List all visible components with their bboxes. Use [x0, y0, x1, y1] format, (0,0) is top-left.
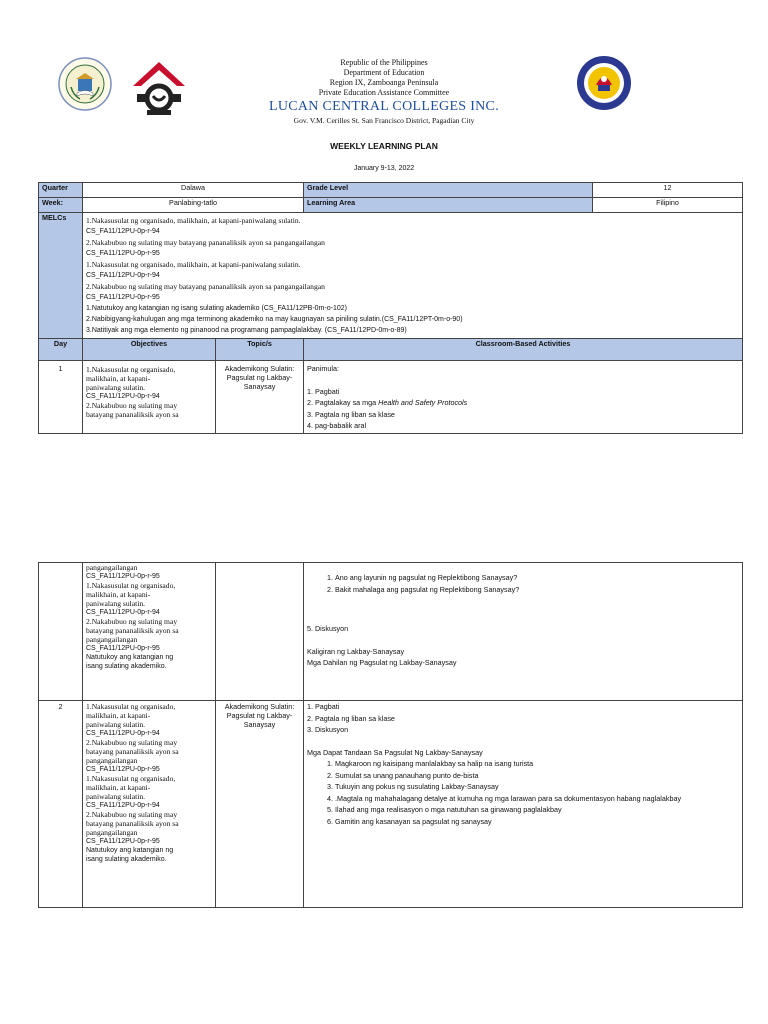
day-number: 1	[39, 361, 83, 434]
question-item: 1. Ano ang layunin ng pagsulat ng Replektibong Sanaysay?	[335, 572, 739, 584]
objective-line: 2.Nakabubuo ng sulating may	[86, 617, 178, 626]
objective-line: paniwalang sulatin.	[86, 599, 146, 608]
objective-line: batayang pananaliksik ayon sa	[86, 626, 179, 635]
day-number: 2	[39, 701, 83, 908]
quarter-value: Dalawa	[83, 183, 304, 198]
objective-code: CS_FA11/12PU-0p-r-95	[86, 838, 160, 845]
activity-step: 1. Pagbati	[307, 702, 340, 711]
school-name: LUCAN CENTRAL COLLEGES INC.	[268, 99, 499, 114]
quarter-label: Quarter	[39, 183, 83, 198]
objectives-cell	[83, 701, 216, 908]
school-address: Gov. V.M. Cerilles St. San Francisco District, Pagadian City	[293, 116, 475, 125]
objective-line: pangangailangan	[86, 828, 138, 837]
tip-item: 3. Tukuyin ang pokus ng susulating Lakbay-Sanaysay	[335, 781, 739, 793]
plan-date: January 9-13, 2022	[353, 165, 415, 172]
melc-item: 1.Nakasusulat ng organisado, malikhain, at kapani-paniwalang sulatin.	[86, 260, 301, 269]
col-header-day: Day	[39, 339, 83, 361]
objective-line: 1.Nakasusulat ng organisado,	[86, 702, 176, 711]
col-header-activities: Classroom-Based Activities	[304, 339, 743, 361]
objective-line: batayang pananaliksik ayon sa	[86, 410, 179, 419]
objective-code: CS_FA11/12PU-0p-r-94	[86, 609, 160, 616]
header-line-republic: Republic of the Philippines	[340, 58, 428, 67]
tips-heading: Mga Dapat Tandaan Sa Pagsulat Ng Lakbay-Sanaysay	[307, 747, 483, 757]
objective-line: paniwalang sulatin.	[86, 383, 146, 392]
objective-code: CS_FA11/12PU-0p-r-95	[86, 766, 160, 773]
objective-code: CS_FA11/12PU-0p-r-94	[86, 802, 160, 809]
diskusyon-label: 5. Diskusyon	[307, 624, 349, 633]
protocols-text: Health and Safety Protocols	[378, 398, 468, 407]
objective-line: malikhain, at kapani-	[86, 590, 151, 599]
objective-line: 1.Nakasusulat ng organisado,	[86, 365, 176, 374]
tip-item: 5. Ilahad ang mga realisasyon o mga natutuhan sa ginawang paglalakbay	[335, 804, 739, 816]
activity-step: 3. Pagtala ng liban sa klase	[307, 409, 395, 419]
activity-step-text: 2. Pagtalakay sa mga	[307, 398, 379, 407]
activity-step: 3. Diskusyon	[307, 725, 349, 734]
objective-line: isang sulating akademiko.	[86, 856, 167, 863]
col-header-topics: Topic/s	[216, 339, 304, 361]
objective-line: paniwalang sulatin.	[86, 720, 146, 729]
melc-item: 1.Natutukoy ang katangian ng isang sulating akademiko (CS_FA11/12PB-0m-o-102)	[86, 305, 347, 312]
week-label: Week:	[39, 198, 83, 213]
objective-line: batayang pananaliksik ayon sa	[86, 747, 179, 756]
learning-area-value: Filipino	[593, 198, 743, 213]
melc-item: 2.Nakabubuo ng sulating may batayang pananaliksik ayon sa pangangailangan	[86, 238, 325, 247]
objectives-cell	[83, 361, 216, 434]
objective-line: 2.Nakabubuo ng sulating may	[86, 738, 178, 747]
melc-code: CS_FA11/12PU-0p-r-95	[86, 250, 160, 257]
objective-line: 1.Nakasusulat ng organisado,	[86, 774, 176, 783]
activity-step: 2. Pagtala ng liban sa klase	[307, 713, 395, 723]
melc-code: CS_FA11/12PU-0p-r-95	[86, 294, 160, 301]
activities-cell	[304, 361, 743, 434]
grade-level-value: 12	[593, 183, 743, 198]
objective-line: Natutukoy ang katangian ng	[86, 654, 174, 661]
tip-item: 6. Gamitin ang kasanayan sa pagsulat ng sanaysay	[335, 816, 739, 828]
melcs-list	[83, 213, 743, 339]
header-line-region: Region IX, Zamboanga Peninsula	[329, 78, 439, 87]
melc-item: 3.Natitiyak ang mga elemento ng pinanood na programang pampaglalakbay. (CS_FA11/12PD-0m-o-89)	[86, 327, 407, 334]
objective-line: malikhain, at kapani-	[86, 374, 151, 383]
objectives-cell	[83, 563, 216, 701]
topic-cell: Akademikong Sulatin: Pagsulat ng Lakbay-Sanaysay	[216, 701, 304, 908]
objective-line: 2.Nakabubuo ng sulating may	[86, 401, 178, 410]
objective-line: malikhain, at kapani-	[86, 711, 151, 720]
grade-level-label: Grade Level	[304, 183, 593, 198]
activity-step: 1. Pagbati	[307, 386, 340, 396]
objective-line: pangangailangan	[86, 635, 138, 644]
topic-cell	[216, 563, 304, 701]
discussion-topic: Mga Dahilan ng Pagsulat ng Lakbay-Sanaysay	[307, 658, 457, 667]
activity-step	[307, 397, 739, 409]
objective-line: batayang pananaliksik ayon sa	[86, 819, 179, 828]
objective-code: CS_FA11/12PU-0p-r-95	[86, 645, 160, 652]
activities-cell	[304, 701, 743, 908]
melc-code: CS_FA11/12PU-0p-r-94	[86, 228, 160, 235]
tip-item: 4. .Magtala ng mahahalagang detalye at kumuha ng mga larawan para sa dokumentasyon habang naglalakbay	[335, 793, 739, 805]
objective-code: CS_FA11/12PU-0p-r-95	[86, 573, 160, 580]
discussion-topic: Kaligiran ng Lakbay-Sanaysay	[307, 646, 405, 656]
day-number	[39, 563, 83, 701]
objective-line: malikhain, at kapani-	[86, 783, 151, 792]
week-value: Panlabing-tatlo	[83, 198, 304, 213]
objective-line: 2.Nakabubuo ng sulating may	[86, 810, 178, 819]
plan-table-top	[38, 182, 743, 434]
objective-line: Natutukoy ang katangian ng	[86, 847, 174, 854]
objective-line: 1.Nakasusulat ng organisado,	[86, 581, 176, 590]
objective-line: pangangailangan	[86, 563, 138, 572]
page-title: WEEKLY LEARNING PLAN	[330, 141, 438, 151]
melc-item: 1.Nakasusulat ng organisado, malikhain, at kapani-paniwalang sulatin.	[86, 216, 301, 225]
melc-code: CS_FA11/12PU-0p-r-94	[86, 272, 160, 279]
objective-line: pangangailangan	[86, 756, 138, 765]
tip-item: 1. Magkaroon ng kaisipang manlalakbay sa halip na isang turista	[335, 758, 739, 770]
activity-step: 4. pag-babalik aral	[307, 421, 367, 430]
tip-item: 2. Sumulat sa unang panauhang punto de-bista	[335, 770, 739, 782]
melcs-label: MELCs	[39, 213, 83, 339]
objective-line: isang sulating akademiko.	[86, 663, 167, 670]
plan-table-bottom	[38, 562, 743, 908]
topic-cell: Akademikong Sulatin: Pagsulat ng Lakbay-Sanaysay	[216, 361, 304, 434]
activities-cell	[304, 563, 743, 701]
learning-area-label: Learning Area	[304, 198, 593, 213]
header-line-deped: Department of Education	[343, 68, 425, 77]
melc-item: 2.Nabibigyang-kahulugan ang mga terminong akademiko na may kaugnayan sa piniling sulatin.(CS_FA11/12PT-0m-o-90)	[86, 316, 463, 323]
question-item: 2. Bakit mahalaga ang pagsulat ng Replektibong Sanaysay?	[335, 584, 739, 596]
objective-code: CS_FA11/12PU-0p-r-94	[86, 393, 160, 400]
objective-line: paniwalang sulatin.	[86, 792, 146, 801]
col-header-objectives: Objectives	[83, 339, 216, 361]
melc-item: 2.Nakabubuo ng sulating may batayang pananaliksik ayon sa pangangailangan	[86, 282, 325, 291]
panimula-label: Panimula:	[307, 364, 339, 373]
header-line-peac: Private Education Assistance Committee	[318, 88, 450, 97]
objective-code: CS_FA11/12PU-0p-r-94	[86, 730, 160, 737]
